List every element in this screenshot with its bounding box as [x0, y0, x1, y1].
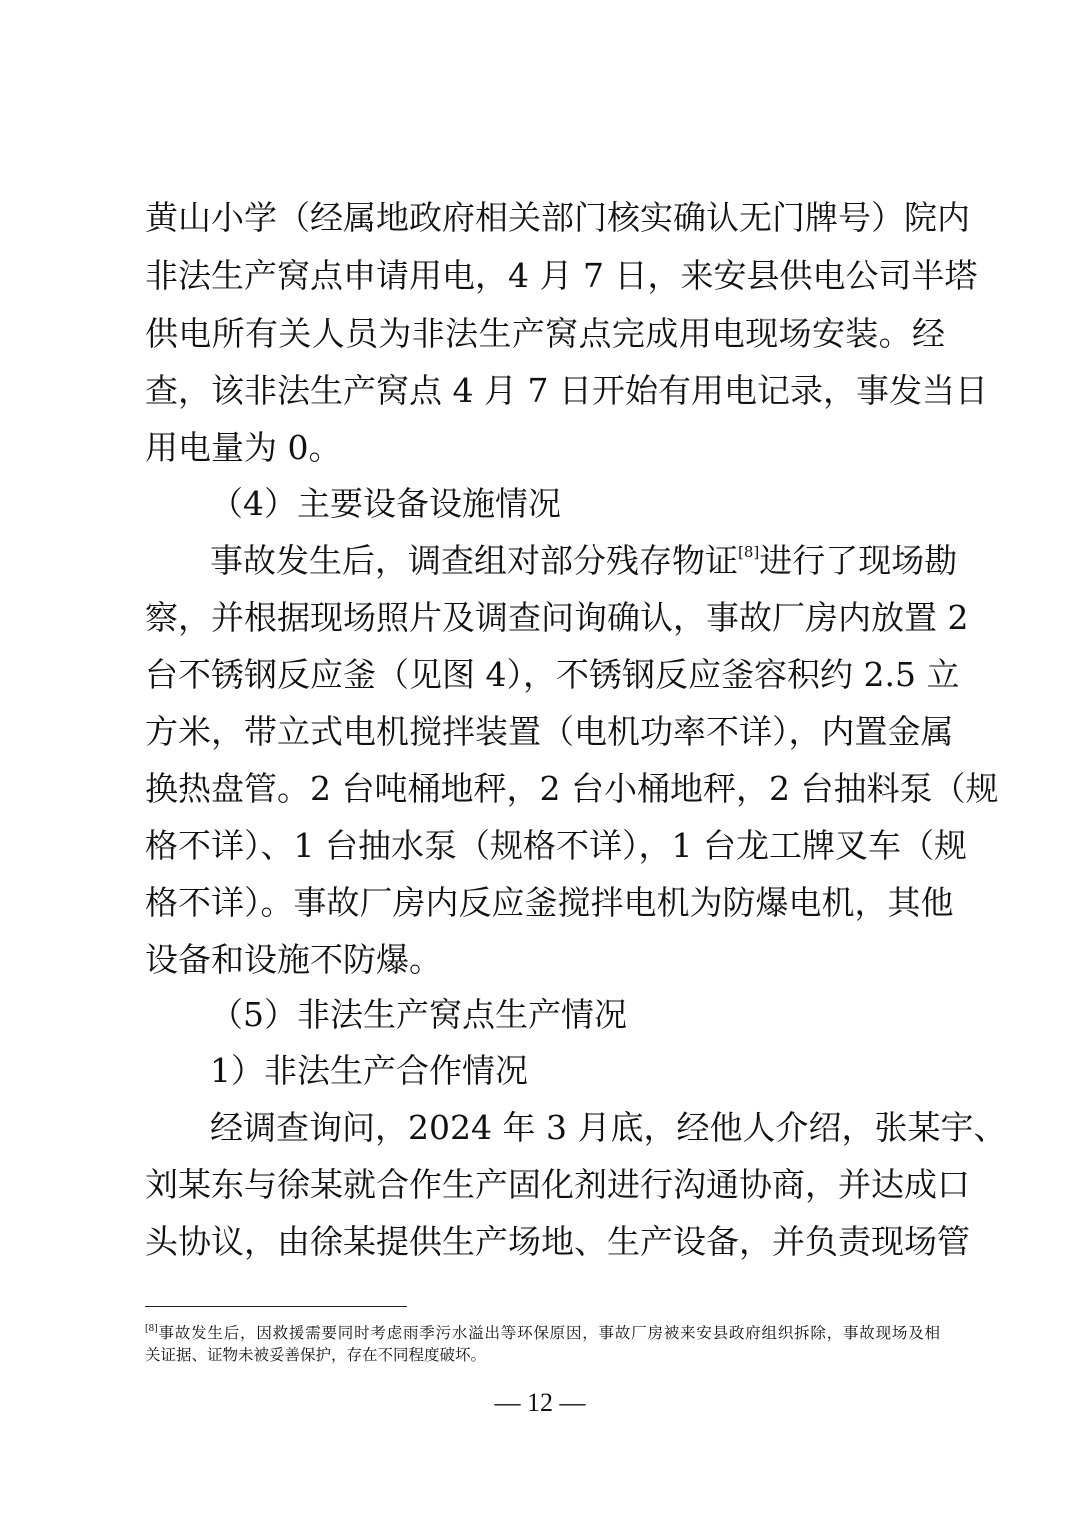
footnote-reference: [8]	[738, 543, 760, 561]
paragraph-2-line-2: 察，并根据现场照片及调查问询确认，事故厂房内放置 2	[145, 598, 969, 637]
section-heading-4: （4）主要设备设施情况	[210, 484, 561, 523]
footnote-mark: [8]	[145, 1324, 158, 1334]
paragraph-1-line-2: 非法生产窝点申请用电，4 月 7 日，来安县供电公司半塔	[145, 256, 978, 295]
paragraph-3-line-1: 经调查询问，2024 年 3 月底，经他人介绍，张某宇、	[210, 1108, 1007, 1147]
paragraph-2-line-5: 换热盘管。2 台吨桶地秤，2 台小桶地秤，2 台抽料泵（规	[145, 769, 999, 808]
paragraph-3-line-2: 刘某东与徐某就合作生产固化剂进行沟通协商，并达成口	[145, 1165, 970, 1204]
paragraph-1-line-4: 查，该非法生产窝点 4 月 7 日开始有用电记录，事发当日	[145, 371, 988, 410]
paragraph-2-line-1-end: 进行了现场勘	[759, 541, 958, 580]
footnote-separator	[145, 1306, 407, 1307]
page-number: — 12 —	[494, 1388, 586, 1417]
paragraph-2-line-6: 格不详）、1 台抽水泵（规格不详），1 台龙工牌叉车（规	[145, 826, 967, 865]
paragraph-2-line-7: 格不详）。事故厂房内反应釜搅拌电机为防爆电机，其他	[145, 883, 954, 922]
section-heading-5: （5）非法生产窝点生产情况	[210, 995, 627, 1034]
paragraph-2-line-4: 方米，带立式电机搅拌装置（电机功率不详），内置金属	[145, 712, 954, 751]
footnote-line-2: 关证据、证物未被妥善保护，存在不同程度破坏。	[145, 1346, 487, 1364]
paragraph-3-line-3: 头协议，由徐某提供生产场地、生产设备，并负责现场管	[145, 1222, 970, 1261]
paragraph-2-line-3: 台不锈钢反应釜（见图 4），不锈钢反应釜容积约 2.5 立	[145, 655, 960, 694]
paragraph-1-line-1: 黄山小学（经属地政府相关部门核实确认无门牌号）院内	[145, 198, 970, 237]
paragraph-2-line-8: 设备和设施不防爆。	[145, 940, 442, 979]
footnote-line-1	[145, 1322, 940, 1344]
paragraph-1-line-5: 用电量为 0。	[145, 428, 342, 467]
paragraph-2-line-1	[210, 541, 958, 581]
subsection-heading-1: 1）非法生产合作情况	[210, 1051, 528, 1090]
paragraph-1-line-3: 供电所有关人员为非法生产窝点完成用电现场安装。经	[145, 314, 945, 353]
paragraph-2-line-1-start: 事故发生后，调查组对部分残存物证	[210, 541, 738, 580]
footnote-text-1: 事故发生后，因救援需要同时考虑雨季污水溢出等环保原因，事故厂房被来安县政府组织拆除，事故现场及相	[157, 1324, 940, 1342]
